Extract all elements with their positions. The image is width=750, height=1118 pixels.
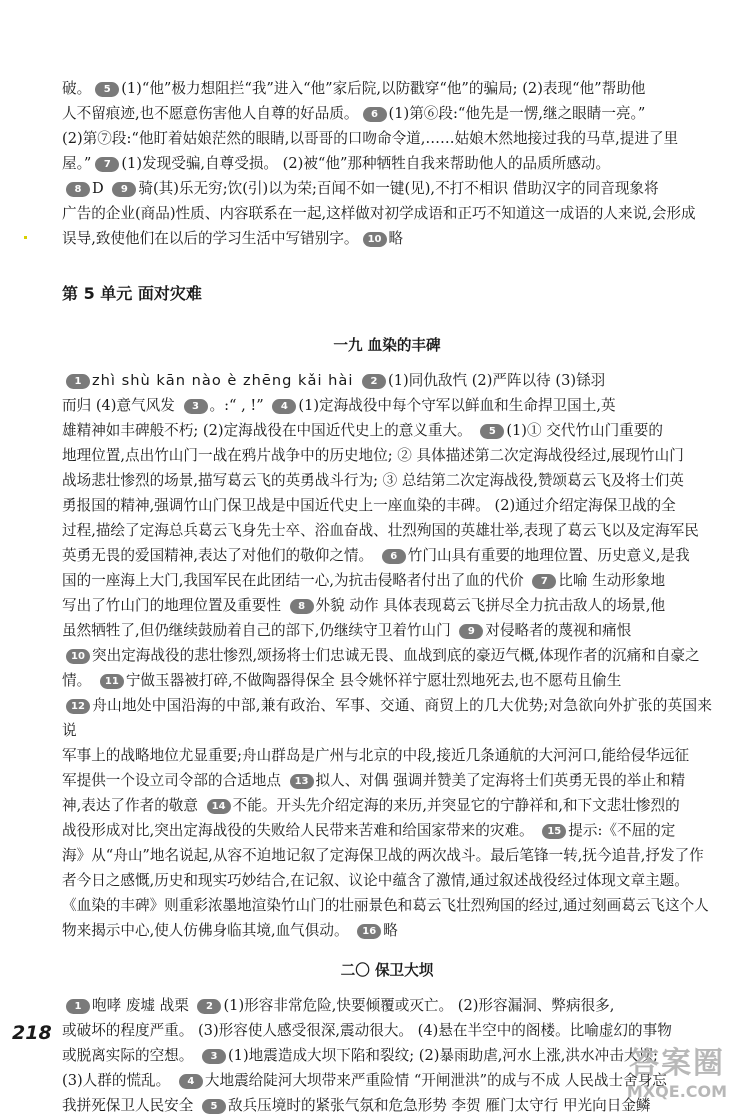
answer-text: D: [92, 180, 109, 197]
text-line: [62, 126, 712, 151]
text-line: [62, 201, 712, 226]
answer-text: 大地震给陡河大坝带来严重险情 “开闸泄洪”的成与不成 人民战士舍身忘: [204, 1072, 667, 1089]
answer-text: 神,表达了作者的敬意: [62, 797, 203, 814]
text-line: [62, 793, 712, 818]
answer-text: 敌兵压境时的紧张气氛和危急形势 李贺 雁门太守行 甲光向日金鳞: [227, 1097, 651, 1114]
answer-page: [62, 76, 712, 1118]
question-number-badge: 7: [95, 157, 119, 172]
answer-text: 或脱离实际的空想。: [62, 1047, 198, 1064]
answer-text: 提示:《不屈的定: [568, 822, 676, 839]
answer-text: 战役形成对比,突出定海战役的失败给人民带来苦难和给国家带来的灾难。: [62, 822, 539, 839]
answer-text: (2)第⑦段:“他盯着姑娘茫然的眼睛,以哥哥的口吻命令道,……姑娘木然地接过我的马草,提进了里: [62, 130, 679, 147]
answer-text: 不能。开头先介绍定海的来历,并突显它的宁静祥和,和下文悲壮惨烈的: [232, 797, 680, 814]
question-number-badge: 6: [363, 107, 387, 122]
answer-text: (1)第⑥段:“他先是一愣,继之眼睛一亮。”: [388, 105, 646, 122]
text-line: [62, 226, 712, 251]
text-line: [62, 1018, 712, 1043]
answer-text: 英勇无畏的爱国精神,表达了对他们的敬仰之情。: [62, 547, 378, 564]
text-line: [62, 693, 712, 743]
answer-text: 人不留痕迹,也不愿意伤害他人自尊的好品质。: [62, 105, 359, 122]
answer-text: 突出定海战役的悲壮惨烈,颂扬将士们忠诚无畏、血战到底的豪迈气概,体现作者的沉痛和自豪之: [92, 647, 700, 664]
text-line: [62, 743, 712, 768]
answer-text: 。:“ , !”: [209, 397, 269, 414]
top-answers-section: [62, 76, 712, 251]
answer-text: 军提供一个设立司令部的合适地点: [62, 772, 286, 789]
question-number-badge: 3: [202, 1049, 226, 1064]
answer-text: (1)发现受骗,自尊受损。 (2)被“他”那种牺牲自我来帮助他人的品质所感动。: [121, 155, 611, 172]
text-line: [62, 818, 712, 843]
text-line: [62, 993, 712, 1018]
answer-text: 或破坏的程度严重。 (3)形容使人感受很深,震动很大。 (4)悬在半空中的阁楼。比喻虚幻的事物: [62, 1022, 672, 1039]
text-line: [62, 518, 712, 543]
answer-text: (3)人群的慌乱。: [62, 1072, 175, 1089]
answer-text: 屋。”: [62, 155, 92, 172]
question-number-badge: 8: [66, 182, 90, 197]
text-line: [62, 151, 712, 176]
answer-text: 而归 (4)意气风发: [62, 397, 180, 414]
question-number-badge: 13: [290, 774, 314, 789]
watermark-logo: [616, 1046, 738, 1108]
answer-text: 国的一座海上大门,我国军民在此团结一心,为抗击侵略者付出了血的代价: [62, 572, 529, 589]
answer-text: (1)地震造成大坝下陷和裂纹; (2)暴雨助虐,河水上涨,洪水冲击大坝;: [227, 1047, 658, 1064]
answer-text: (1)同仇敌忾 (2)严阵以待 (3)铩羽: [388, 372, 606, 389]
answer-text: 外貌 动作 具体表现葛云飞拼尽全力抗击敌人的场景,他: [315, 597, 666, 614]
text-line: [62, 643, 712, 668]
question-number-badge: 9: [112, 182, 136, 197]
answer-text: 情。: [62, 672, 96, 689]
question-number-badge: 2: [197, 999, 221, 1014]
answer-text: 雄精神如丰碑般不朽; (2)定海战役在中国近代史上的意义重大。: [62, 422, 477, 439]
pinyin-text: zhì shù kān nào è zhēng kǎi hài: [92, 372, 354, 389]
answer-text: 对侵略者的蔑视和痛恨: [485, 622, 632, 639]
question-number-badge: 5: [95, 82, 119, 97]
text-line: [62, 1068, 712, 1093]
text-line: [62, 393, 712, 418]
lesson-19-title: 一九 血染的丰碑: [333, 337, 441, 354]
answer-text: (1)“他”极力想阻拦“我”进入“他”家后院,以防戳穿“他”的骗局; (2)表现“他”帮助他: [121, 80, 646, 97]
answer-text: 广告的企业(商品)性质、内容联系在一起,这样做对初学成语和正巧不知道这一成语的人来说,会形成: [62, 205, 696, 222]
answer-text: 破。: [62, 80, 92, 97]
answer-text: 《血染的丰碑》则重彩浓墨地渲染竹山门的壮丽景色和葛云飞壮烈殉国的经过,通过刻画葛云飞这个人: [62, 897, 709, 914]
question-number-badge: 8: [290, 599, 314, 614]
question-number-badge: 16: [357, 924, 381, 939]
text-line: [62, 543, 712, 568]
answer-text: 写出了竹山门的地理位置及重要性: [62, 597, 286, 614]
text-line: [62, 101, 712, 126]
answer-text: 拟人、对偶 强调并赞美了定海将士们英勇无畏的举止和精: [315, 772, 686, 789]
answer-text: 比喻 生动形象地: [558, 572, 666, 589]
question-number-badge: 14: [207, 799, 231, 814]
text-line: [62, 593, 712, 618]
answer-text: 误导,致使他们在以后的学习生活中写错别字。: [62, 230, 359, 247]
text-line: [62, 368, 712, 393]
answer-text: (1)① 交代竹山门重要的: [506, 422, 663, 439]
answer-text: 虽然牺牲了,但仍继续鼓励着自己的部下,仍继续守卫着竹山门: [62, 622, 456, 639]
answer-text: 军事上的战略地位尤显重要;舟山群岛是广州与北京的中段,接近几条通航的大河河口,能给侵华远征: [62, 747, 690, 764]
question-number-badge: 7: [532, 574, 556, 589]
question-number-badge: 5: [480, 424, 504, 439]
unit-title: 第 5 单元 面对灾难: [62, 284, 202, 303]
question-number-badge: 4: [179, 1074, 203, 1089]
lesson-20-title: 二〇 保卫大坝: [340, 962, 434, 979]
answer-text: 战场悲壮惨烈的场景,描写葛云飞的英勇战斗行为; ③ 总结第二次定海战役,赞颂葛云飞及将士们英: [62, 472, 684, 489]
answer-text: 宁做玉器被打碎,不做陶器得保全 县令姚怀祥宁愿壮烈地死去,也不愿苟且偷生: [125, 672, 622, 689]
answer-text: (1)形容非常危险,快要倾覆或灭亡。 (2)形容漏洞、弊病很多,: [223, 997, 615, 1014]
text-line: [62, 568, 712, 593]
text-line: [62, 1043, 712, 1068]
answer-text: 物来揭示中心,使人仿佛身临其境,血气俱动。: [62, 922, 354, 939]
text-line: [62, 843, 712, 868]
question-number-badge: 1: [66, 999, 90, 1014]
question-number-badge: 10: [66, 649, 90, 664]
page-number: 218: [12, 1022, 52, 1044]
question-number-badge: 3: [184, 399, 208, 414]
answer-text: 略: [383, 922, 398, 939]
answer-text: 竹门山具有重要的地理位置、历史意义,是我: [407, 547, 690, 564]
answer-text: 略: [388, 230, 404, 247]
text-line: [62, 768, 712, 793]
question-number-badge: 5: [202, 1099, 226, 1114]
answer-text: 我拼死保卫人民安全: [62, 1097, 198, 1114]
answer-text: 海》从“舟山”地名说起,从容不迫地记叙了定海保卫战的两次战斗。最后笔锋一转,抚今追昔,抒发了作: [62, 847, 704, 864]
text-line: [62, 868, 712, 893]
text-line: [62, 493, 712, 518]
answer-text: 咆哮 废墟 战栗: [92, 997, 194, 1014]
text-line: [62, 918, 712, 943]
lesson-19-answers: [62, 368, 712, 943]
text-line: [62, 176, 712, 201]
text-line: [62, 668, 712, 693]
question-number-badge: 15: [542, 824, 566, 839]
text-line: [62, 418, 712, 443]
question-number-badge: 12: [66, 699, 90, 714]
watermark-url: MXQE.COM: [626, 1082, 728, 1101]
question-number-badge: 11: [100, 674, 124, 689]
answer-text: [353, 372, 358, 389]
answer-text: 过程,描绘了定海总兵葛云飞身先士卒、浴血奋战、壮烈殉国的英雄壮举,表现了葛云飞以及定海军民: [62, 522, 699, 539]
answer-text: 勇报国的精神,强调竹山门保卫战是中国近代史上一座血染的丰碑。 (2)通过介绍定海保卫战的全: [62, 497, 676, 514]
question-number-badge: 9: [459, 624, 483, 639]
text-line: [62, 1093, 712, 1118]
answer-text: 舟山地处中国沿海的中部,兼有政治、军事、交通、商贸上的几大优势;对急欲向外扩张的英国来说: [62, 697, 712, 739]
watermark-text: 答案圈: [629, 1046, 725, 1081]
question-number-badge: 6: [382, 549, 406, 564]
text-line: [62, 76, 712, 101]
answer-text: (1)定海战役中每个守军以鲜血和生命捍卫国土,英: [298, 397, 616, 414]
lesson-20-answers: [62, 993, 712, 1118]
margin-mark: [24, 236, 27, 239]
text-line: [62, 443, 712, 468]
text-line: [62, 618, 712, 643]
question-number-badge: 2: [362, 374, 386, 389]
answer-text: 者今日之感慨,历史和现实巧妙结合,在记叙、议论中蕴含了激情,通过叙述战役经过体现文章主题。: [62, 872, 689, 889]
answer-text: 骑(其)乐无穷;饮(引)以为荣;百闻不如一键(见),不打不相识 借助汉字的同音现象将: [138, 180, 659, 197]
text-line: [62, 893, 712, 918]
question-number-badge: 10: [363, 232, 387, 247]
text-line: [62, 468, 712, 493]
question-number-badge: 1: [66, 374, 90, 389]
question-number-badge: 4: [272, 399, 296, 414]
answer-text: 地理位置,点出竹山门一战在鸦片战争中的历史地位; ② 具体描述第二次定海战役经过,展现竹山门: [62, 447, 684, 464]
